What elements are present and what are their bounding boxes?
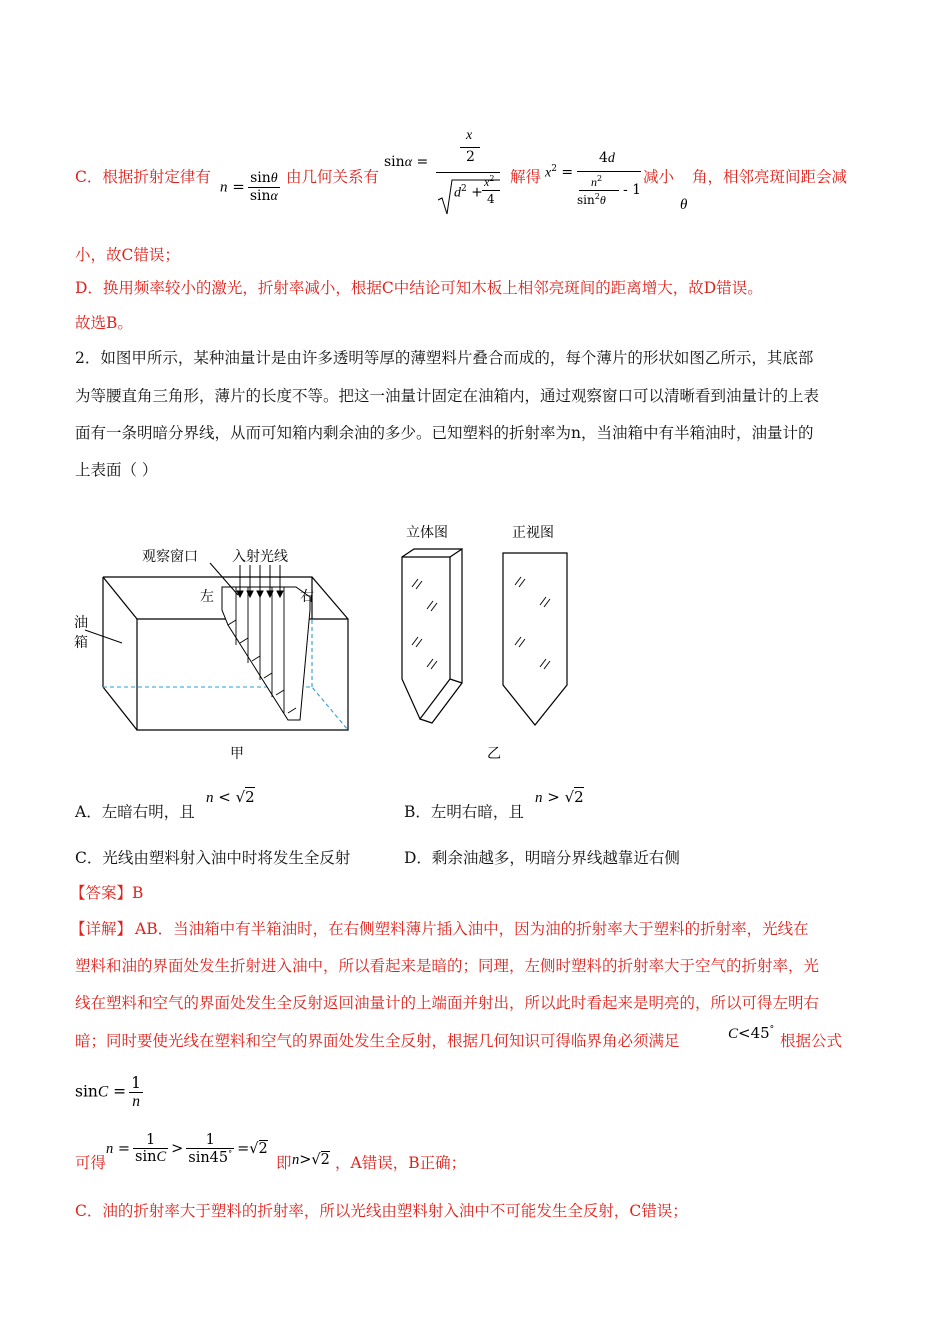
detail-line-3: 线在塑料和空气的界面处发生全反射返回油量计的上端面并射出，所以此时看起来是明亮的，所以可得左明右 [75,994,820,1012]
option-a-formula: n < √2 [206,788,255,806]
formula-snell: n = $\frac{\sin\theta}{\sin\alpha}$ [220,170,278,204]
detail-result-mid: 即 [276,1154,292,1172]
detail-line-c: C．油的折射率大于塑料的折射率，所以光线由塑料射入油中不可能发生全反射，C错误； [75,1202,688,1220]
label-left: 左 [200,589,214,605]
theta-symbol: θ [680,197,688,213]
label-right: 右 [300,589,314,605]
formula-x-squared: $x^2$ = 4d $n^2$ $\sin^2\theta$ - 1 [545,150,642,207]
choose-line: 故选B。 [75,314,133,332]
line-c-suffix2: 角，相邻亮斑间距会减 [692,168,848,186]
line-d: D．换用频率较小的激光，折射率减小，根据C中结论可知木板上相邻亮斑间的距离增大，故D错误。 [75,279,763,297]
detail-tag: 【详解】 [70,920,133,938]
option-c[interactable]: C．光线由塑料射入油中时将发生全反射 [75,849,351,867]
option-b[interactable]: B．左明右暗，且 [404,803,524,821]
question-line-1: 2．如图甲所示，某种油量计是由许多透明等厚的薄塑料片叠合而成的，每个薄片的形状如图乙所示，其底部 [75,349,814,367]
label-yi: 乙 [487,746,501,762]
line-c: C．根据折射定律有 [75,168,211,186]
option-b-formula: n > √2 [535,788,584,806]
detail-after-c: 根据公式 [780,1032,843,1050]
option-a[interactable]: A．左暗右明，且 [75,803,195,821]
label-jia: 甲 [230,746,244,762]
label-3d: 立体图 [406,525,448,541]
line-c-suffix1: 减小 [643,168,675,186]
line-c-cont: 小，故C错误； [75,246,180,264]
answer-line: 【答案】B [70,884,144,902]
label-window: 观察窗口 [142,549,198,565]
formula-n-gt: n>√2 [292,1152,330,1168]
line-c-mid1: 由几何关系有 [286,168,380,186]
detail-line-2: 塑料和油的界面处发生折射进入油中，所以看起来是暗的；同理，左侧时塑料的折射率大于空气的折射率，光 [75,957,820,975]
label-oil-1: 油 [74,615,88,631]
line-c-mid2: 解得 [510,168,542,186]
critical-angle-formula: C<45° [728,1024,775,1042]
detail-result-prefix: 可得 [75,1154,107,1172]
detail-result-suffix: ，A错误，B正确； [335,1154,467,1172]
label-light: 入射光线 [232,549,288,565]
oil-gauge-figure [60,515,600,775]
label-oil-2: 箱 [74,635,88,651]
label-front: 正视图 [512,525,554,541]
detail-line-1: AB．当油箱中有半箱油时，在右侧塑料薄片插入油中，因为油的折射率大于塑料的折射率，光线在 [135,920,809,938]
formula-sin-alpha: sinα = x 2 $d^2$ + $x^2$ 4 [384,128,504,218]
question-line-2: 为等腰直角三角形，薄片的长度不等。把这一油量计固定在油箱内，通过观察窗口可以清晰看到油量计的上表 [75,387,820,405]
detail-line-4: 暗；同时要使光线在塑料和空气的界面处发生全反射，根据几何知识可得临界角必须满足 [75,1032,680,1050]
formula-n-result: n = $\frac{1}{\sin C}$ > $\frac{1}{\sin 45^\circ}$ =√2 [106,1132,268,1166]
option-d[interactable]: D．剩余油越多，明暗分界线越靠近右侧 [404,849,680,867]
question-line-3: 面有一条明暗分界线，从而可知箱内剩余油的多少。已知塑料的折射率为n，当油箱中有半箱油时，油量计的 [75,424,814,442]
formula-sinc: sinC = $\frac{1}{n}$ [75,1074,142,1110]
question-line-4: 上表面（ ） [75,461,158,479]
